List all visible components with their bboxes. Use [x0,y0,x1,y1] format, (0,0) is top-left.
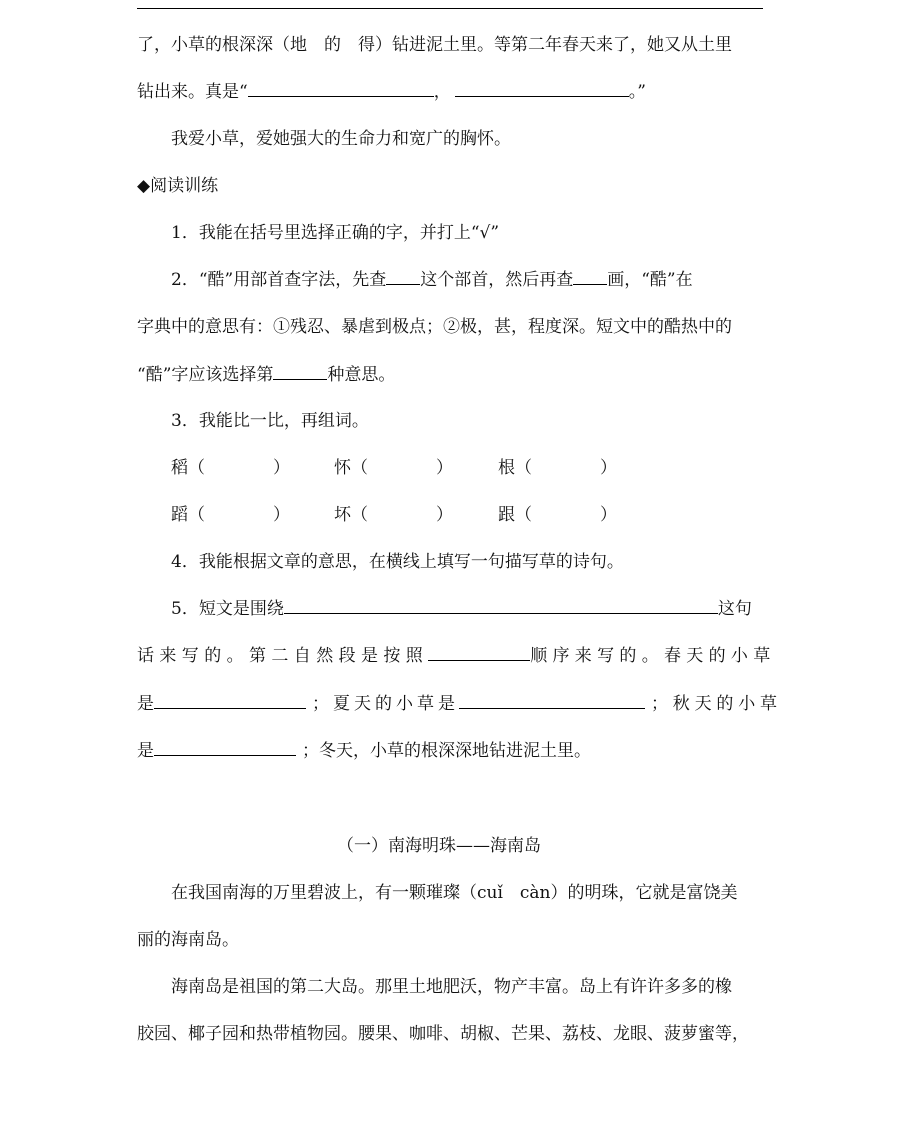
article-p2-line-1: 海南岛是祖国的第二大岛。那里土地肥沃，物产丰富。岛上有许许多多的橡 [171,977,732,997]
passage-line-2 [137,80,763,104]
q2-text-b: 这个部首，然后再查 [420,270,574,290]
compare-item-gen[interactable]: 根（ ） [498,458,617,478]
passage-line-1: 了，小草的根深深（地 的 得）钻进泥土里。等第二年春天来了，她又从土里 [137,35,732,55]
q5-line3-text-c: ；秋天的小草 [651,694,782,714]
q5-blank-topic[interactable] [284,597,718,614]
q5-blank-autumn[interactable] [154,739,296,756]
passage-line-3: 我爱小草，爱她强大的生命力和宽广的胸怀。 [171,129,511,149]
compare-item-huai2[interactable]: 坏（ ） [334,505,453,525]
question-5-line-2 [137,644,776,668]
question-2-line-3 [137,363,763,387]
q2-text-a: 2．“酷”用部首查字法，先查 [171,270,387,290]
q5-line4-text-a: 是 [137,741,154,761]
article-title-text: 南海明珠——海南岛 [388,836,541,856]
article-p2-line-2: 胶园、椰子园和热带植物园。腰果、咖啡、胡椒、芒果、荔枝、龙眼、菠萝蜜等， [137,1024,749,1044]
section-heading: ◆阅读训练 [137,176,219,196]
passage-line-2-comma: ， [433,82,451,102]
question-1: 1．我能在括号里选择正确的字，并打上“√” [171,223,500,243]
article-p1-line-1: 在我国南海的万里碧波上，有一颗璀璨（cuǐ càn）的明珠，它就是富饶美 [171,883,738,903]
compare-item-huai[interactable]: 怀（ ） [334,458,453,478]
word-compare-row-2 [137,503,763,527]
q2-blank-strokes[interactable] [573,268,607,285]
q2-line3-text-b: 种意思。 [327,365,396,385]
q5-line2-text-a: 话来写的。第二自然段是按照 [137,646,429,666]
top-rule [137,8,763,9]
q2-blank-meaning[interactable] [273,363,327,380]
q5-text-a: 5．短文是围绕 [171,599,284,619]
fill-blank-poem-1[interactable] [248,80,434,97]
word-compare-row-1 [137,456,763,480]
q5-blank-order[interactable] [428,644,530,661]
question-3: 3．我能比一比，再组词。 [171,411,369,431]
q5-text-b: 这句 [717,599,752,619]
compare-item-dao2[interactable]: 蹈（ ） [171,505,290,525]
article-number: （一） [337,836,388,856]
passage-line-2-start: 钻出来。真是“ [137,82,248,102]
q2-blank-radical[interactable] [386,268,420,285]
question-5-line-3 [137,692,782,716]
q5-blank-summer[interactable] [459,692,645,709]
compare-item-gen2[interactable]: 跟（ ） [498,505,617,525]
question-5-line-1 [137,597,763,621]
question-2-line-2: 字典中的意思有：①残忍、暴虐到极点；②极，甚，程度深。短文中的酷热中的 [137,317,732,337]
q5-line3-text-a: 是 [137,694,154,714]
q5-line2-text-b: 顺序来写的。春天的小草 [530,646,776,666]
article-title [137,834,763,858]
document-page [137,0,782,1122]
q5-line4-text-b: ；冬天，小草的根深深地钻进泥土里。 [302,741,591,761]
compare-item-dao[interactable]: 稻（ ） [171,458,290,478]
question-2-line-1 [137,268,763,292]
passage-line-2-end: 。” [628,82,646,102]
fill-blank-poem-2[interactable] [455,80,629,97]
q5-blank-spring[interactable] [154,692,306,709]
question-4: 4．我能根据文章的意思，在横线上填写一句描写草的诗句。 [171,552,624,572]
article-p1-line-2: 丽的海南岛。 [137,930,239,950]
q5-line3-text-b: ；夏天的小草是 [312,694,459,714]
q2-line3-text-a: “酷”字应该选择第 [137,365,274,385]
question-5-line-4 [137,739,763,763]
q2-text-c: 画，“酷”在 [607,270,693,290]
